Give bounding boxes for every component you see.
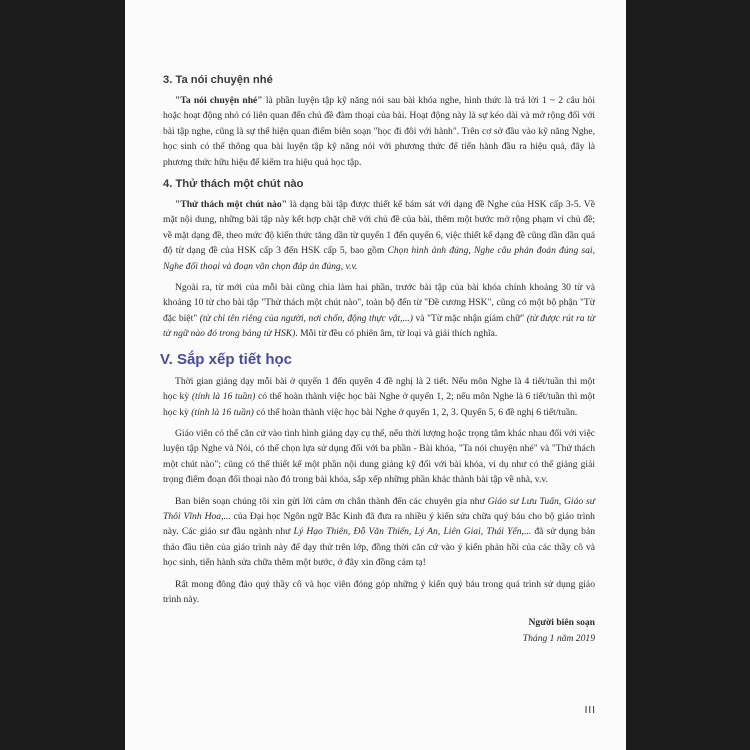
section-heading-v: V. Sắp xếp tiết học: [160, 350, 292, 368]
page-number: III: [584, 705, 596, 716]
text-run: Ngoài ra, từ mới của mỗi bài cũng chia làm hai phần, trước bài tập của bài khóa chính khoảng 30 từ và khoảng 10 từ cho bài tập "Thử thách một chút nào", toàn bộ đến từ "Đề cương HSK", cũng có một bộ phận "Từ đặc biệt": [163, 282, 595, 324]
paragraph: Rất mong đông đảo quý thầy cô và học viên đóng góp những ý kiến quý báu trong quá trình sử dụng giáo trình này.: [163, 578, 595, 605]
paragraph: [163, 374, 595, 420]
text-run: Thời gian giảng dạy mỗi bài ở quyển 1 đến quyển 4 đề nghị là 2 tiết. Nếu môn Nghe là 4 tiết/tuần thì một học kỳ: [163, 375, 595, 403]
text-run: là dạng bài tập được thiết kế bám sát với dạng đề Nghe của HSK cấp 3-5. Về mặt nội dung, những bài tập này kết hợp chặt chẽ với chủ đề của bài, thêm một bước mở rộng phạm vi chủ đề; về mặt dạng đề, theo mức độ kiến thức tăng dần từ quyển 1 đến quyển 6, việc thiết kế dạng đề cũng dần dần quá độ từ dạng đề của HSK cấp 3 đến HSK cấp 5, bao gồm: [163, 199, 595, 257]
paragraph: [163, 280, 595, 342]
paragraph: [163, 93, 595, 170]
text-run: Ban biên soạn chúng tôi xin gửi lời cảm ơn chân thành đến các chuyên gia như: [175, 495, 488, 507]
signature-block: [163, 615, 595, 646]
paragraph: [163, 494, 595, 571]
section-heading-3: 3. Ta nói chuyện nhé: [163, 74, 273, 86]
italic-run: Lý Hạo Thiên, Đỗ Văn Thiến, Lý An, Liên Giai, Thái Yến,...: [293, 526, 532, 538]
document-page: [125, 0, 626, 750]
text-run: và "Từ mặc nhận giám chữ": [412, 312, 527, 324]
italic-run: (từ được rút ra từ từ ngữ nào đó trong bảng từ HSK): [163, 312, 595, 340]
italic-run: (tính là 16 tuần): [191, 391, 256, 403]
signature-author: Người biên soạn: [528, 617, 595, 629]
paragraph: [163, 197, 595, 274]
text-run: đã sử dụng bản thảo đầu tiên của giáo trình này để dạy thử trên lớp, đồng thời căn cứ vào ý kiến phản hồi của các thầy cô và học sinh, tiến hành sửa chữa thêm một bước, ở đây xin đồng cảm tạ!: [163, 526, 596, 569]
italic-run: Chọn hình ảnh đúng, Nghe câu phán đoán đúng sai, Nghe đối thoại và đoạn văn chọn đáp án đúng, v.v.: [163, 245, 595, 272]
section-heading-4: 4. Thử thách một chút nào: [163, 178, 304, 191]
text-run: của Đại học Ngôn ngữ Bắc Kinh đã đưa ra nhiều ý kiến sửa chữa quý báu cho bộ giáo trình này. Các giáo sư đầu ngành như: [163, 510, 595, 538]
text-run: có thể hoàn thành việc học bài Nghe ở quyển 1, 2, 3. Quyển 5, 6 đề nghị 6 tiết/tuần.: [253, 406, 578, 418]
bold-term: "Thử thách một chút nào": [175, 199, 287, 211]
bold-term: "Ta nói chuyện nhé": [175, 95, 263, 106]
text-run: . Mỗi từ đều có phiên âm, từ loại và giải thích nghĩa.: [295, 328, 498, 340]
signature-date: Tháng 1 năm 2019: [522, 632, 595, 644]
text-run: là phần luyện tập kỹ năng nói sau bài khóa nghe, hình thức là trả lời 1 ~ 2 câu hỏi hoặc hoạt động nhỏ có liên quan đến chủ đề đàm thoại của bài. Hoạt động này là sự kéo dài và mở rộng đối với bài tập nghe, cũng là sự thể hiện quan điểm biên soạn "học đi đôi với hành". Trên cơ sở đầu vào kỹ năng Nghe, học sinh có thể thông qua bài luyện tập kỹ năng nói với phương thức để tiến hành đầu ra hiệu quả, đây là phương thức hữu hiệu để kiểm tra hiệu quả học tập.: [163, 95, 595, 168]
italic-run: Giáo sư Lưu Tuấn, Giáo sư Thôi Vĩnh Hoa,...: [163, 495, 595, 522]
paragraph: Giáo viên có thể căn cứ vào tình hình giảng dạy cụ thể, nếu thời lượng hoặc trọng tâm khác nhau đối với việc luyện tập Nghe và Nói, có thể chọn lựa sử dụng đối với ba phần - Bài khóa, "Ta nói chuyện nhé" và "Thử thách một chút nào"; cũng có thể thiết kế một phần nội dung giảng kỹ đối với bài khóa, ví dụ như có thể giảng giải trọng điểm đoạn đối thoại nào đó trong bài khóa, sắp xếp những phần khác thành bài tập về nhà, v.v.: [163, 427, 595, 486]
italic-run: (tính là 16 tuần): [191, 406, 254, 418]
page-content: [160, 74, 596, 646]
text-run: có thể hoàn thành việc học bài Nghe ở quyển 1, 2; nếu môn Nghe là 6 tiết/tuần thì một học kỳ: [163, 391, 595, 418]
italic-run: (từ chỉ tên riêng của người, nơi chốn, động thực vật,...): [199, 312, 413, 324]
